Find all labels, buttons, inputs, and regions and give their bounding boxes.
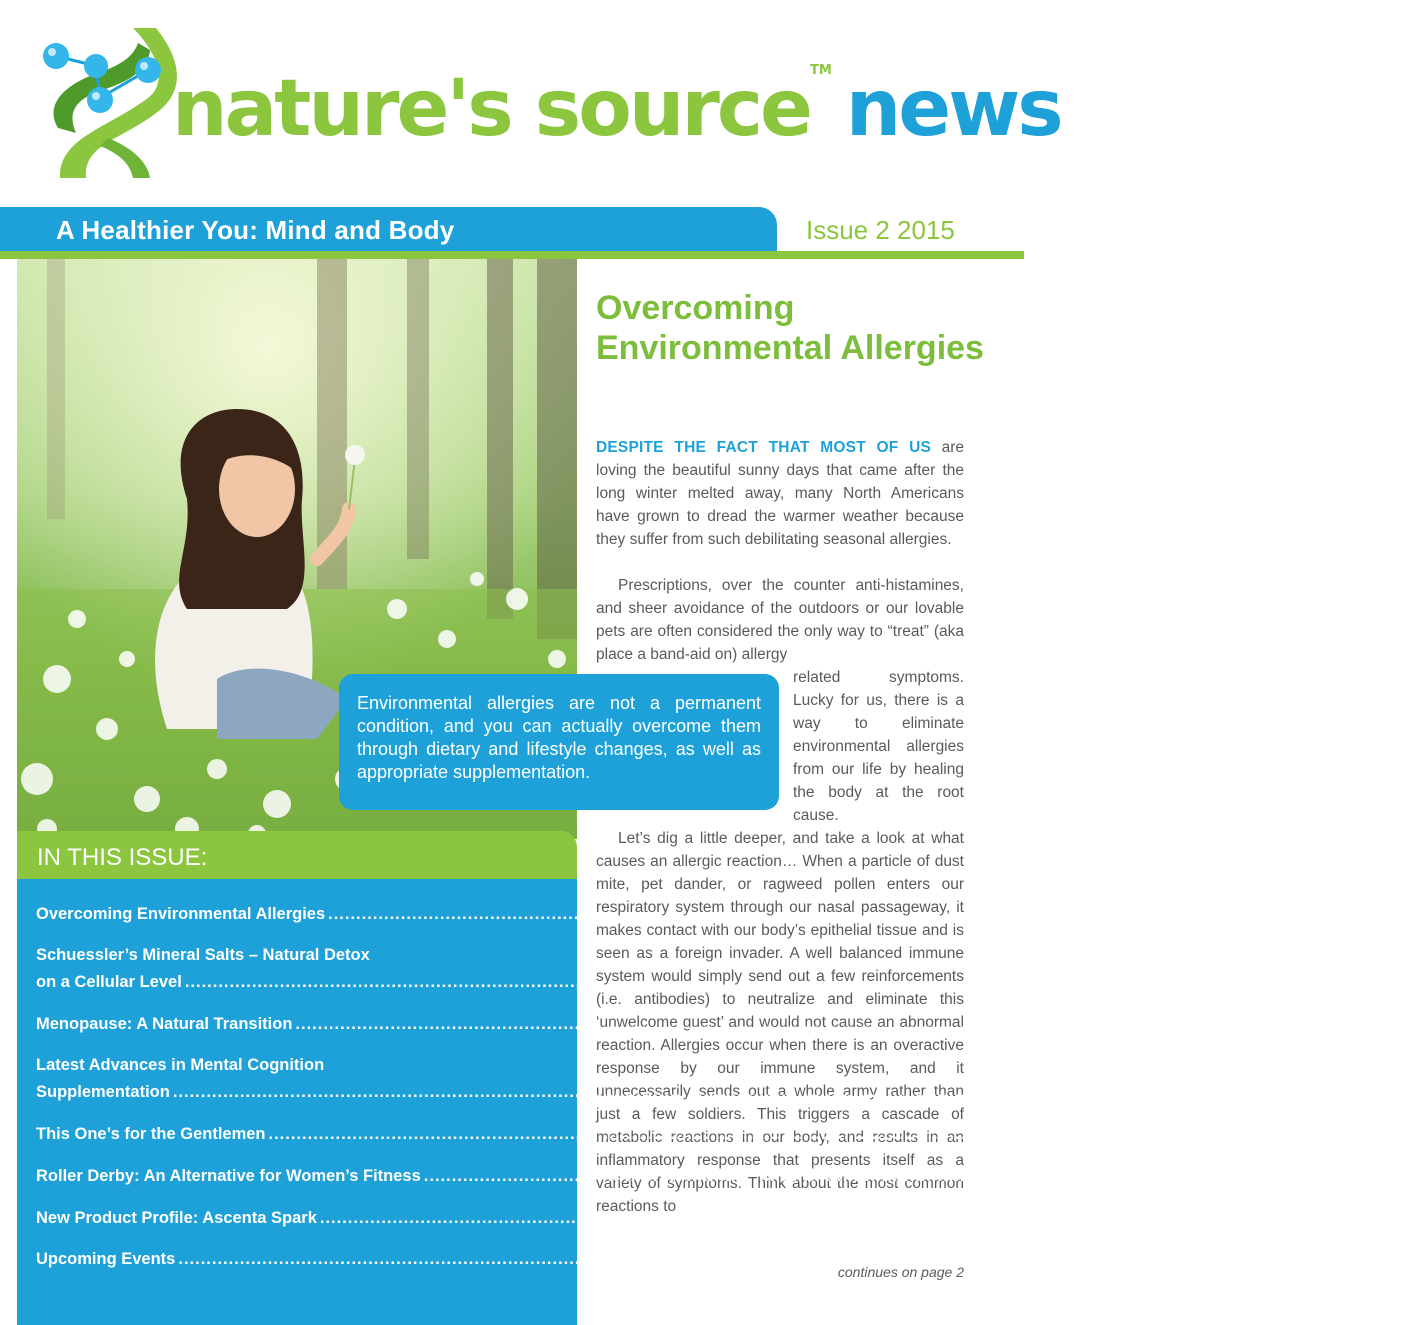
brand-news: news [845,64,1061,154]
toc-item-gentlemen[interactable]: This One’s for the Gentlemen ..... page 8 [36,1121,562,1148]
brand-natures-source: nature's source [172,64,810,154]
article-paragraph-3: Let’s dig a little deeper, and take a look at what causes an allergic reaction… When a particle of dust mite, pet dander, or ragweed pollen enters our respiratory system through our nasal passageway, it makes contact with our body’s epithelial tissue and is seen as a foreign invader. A well balanced immune system would simply send out a few reinforcements (i.e. antibodies) to neutralize and eliminate this ‘unwelcome guest’ and would not cause an abnormal reaction. Allergies occur when there is an overactive response by our immune system, and it unnecessarily sends out a whole army rather than just a few soldiers. This triggers a cascade of metabolic reactions in our body, and results in an inflammatory response that presents itself as a variety of symptoms. Think about the most common reactions to [596,830,964,1215]
article-paragraph-1-text: are loving the beautiful sunny days that came after the long winter melted away, many North Americans have grown to dread the warmer weather because they suffer from such debilitating seasonal allergies. [596,439,964,548]
article-paragraph-2: Prescriptions, over the counter anti-histamines, and sheer avoidance of the outdoors or our lovable pets are often considered the only way to “treat” (aka place a band-aid on) allergy [596,577,964,663]
toc-header: IN THIS ISSUE: [17,831,577,879]
article-paragraph-1 [596,436,964,551]
toc-item-roller-derby[interactable]: Roller Derby: An Alternative for Women’s Fitness ..... page 9 [36,1163,562,1190]
banner-bar [0,207,777,251]
toc-item-ascenta-spark[interactable]: New Product Profile: Ascenta Spark ..... page 10 [36,1205,562,1232]
pull-quote-text: Environmental allergies are not a permanent condition, and you can actually overcome them through dietary and lifestyle changes, as well as appropriate supplementation. [357,693,761,782]
article-title: Overcoming Environmental Allergies [596,289,984,367]
toc-item-upcoming-events[interactable]: Upcoming Events ..... page 12 [36,1246,562,1273]
masthead [0,0,1061,200]
article-paragraph-2-continued: related symptoms. Lucky for us, there is a way to eliminate environmental allergies from our life by healing the body at the root cause. [793,669,964,824]
article-lead-caps: DESPITE THE FACT THAT MOST OF US [596,439,932,456]
toc-item-allergies[interactable]: Overcoming Environmental Allergies ..... page 1 [36,901,562,928]
pull-quote [339,674,779,810]
toc-item-mineral-salts[interactable]: Schuessler’s Mineral Salts – Natural Detox on a Cellular Level ..... page 3 [36,942,562,996]
toc-item-mental-cognition[interactable]: Latest Advances in Mental Cognition Supplementation ..... page 6 [36,1052,562,1106]
toc-item-menopause[interactable]: Menopause: A Natural Transition ..... page 4 [36,1011,562,1038]
issue-label: Issue 2 2015 [806,215,955,245]
banner-title: A Healthier You: Mind and Body [56,215,455,245]
dna-helix-logo-icon [38,28,178,178]
continues-note: continues on page 2 [837,1264,964,1280]
trademark-mark: TM [809,63,832,78]
brand-wordmark [172,63,1061,154]
green-divider [0,251,1024,259]
